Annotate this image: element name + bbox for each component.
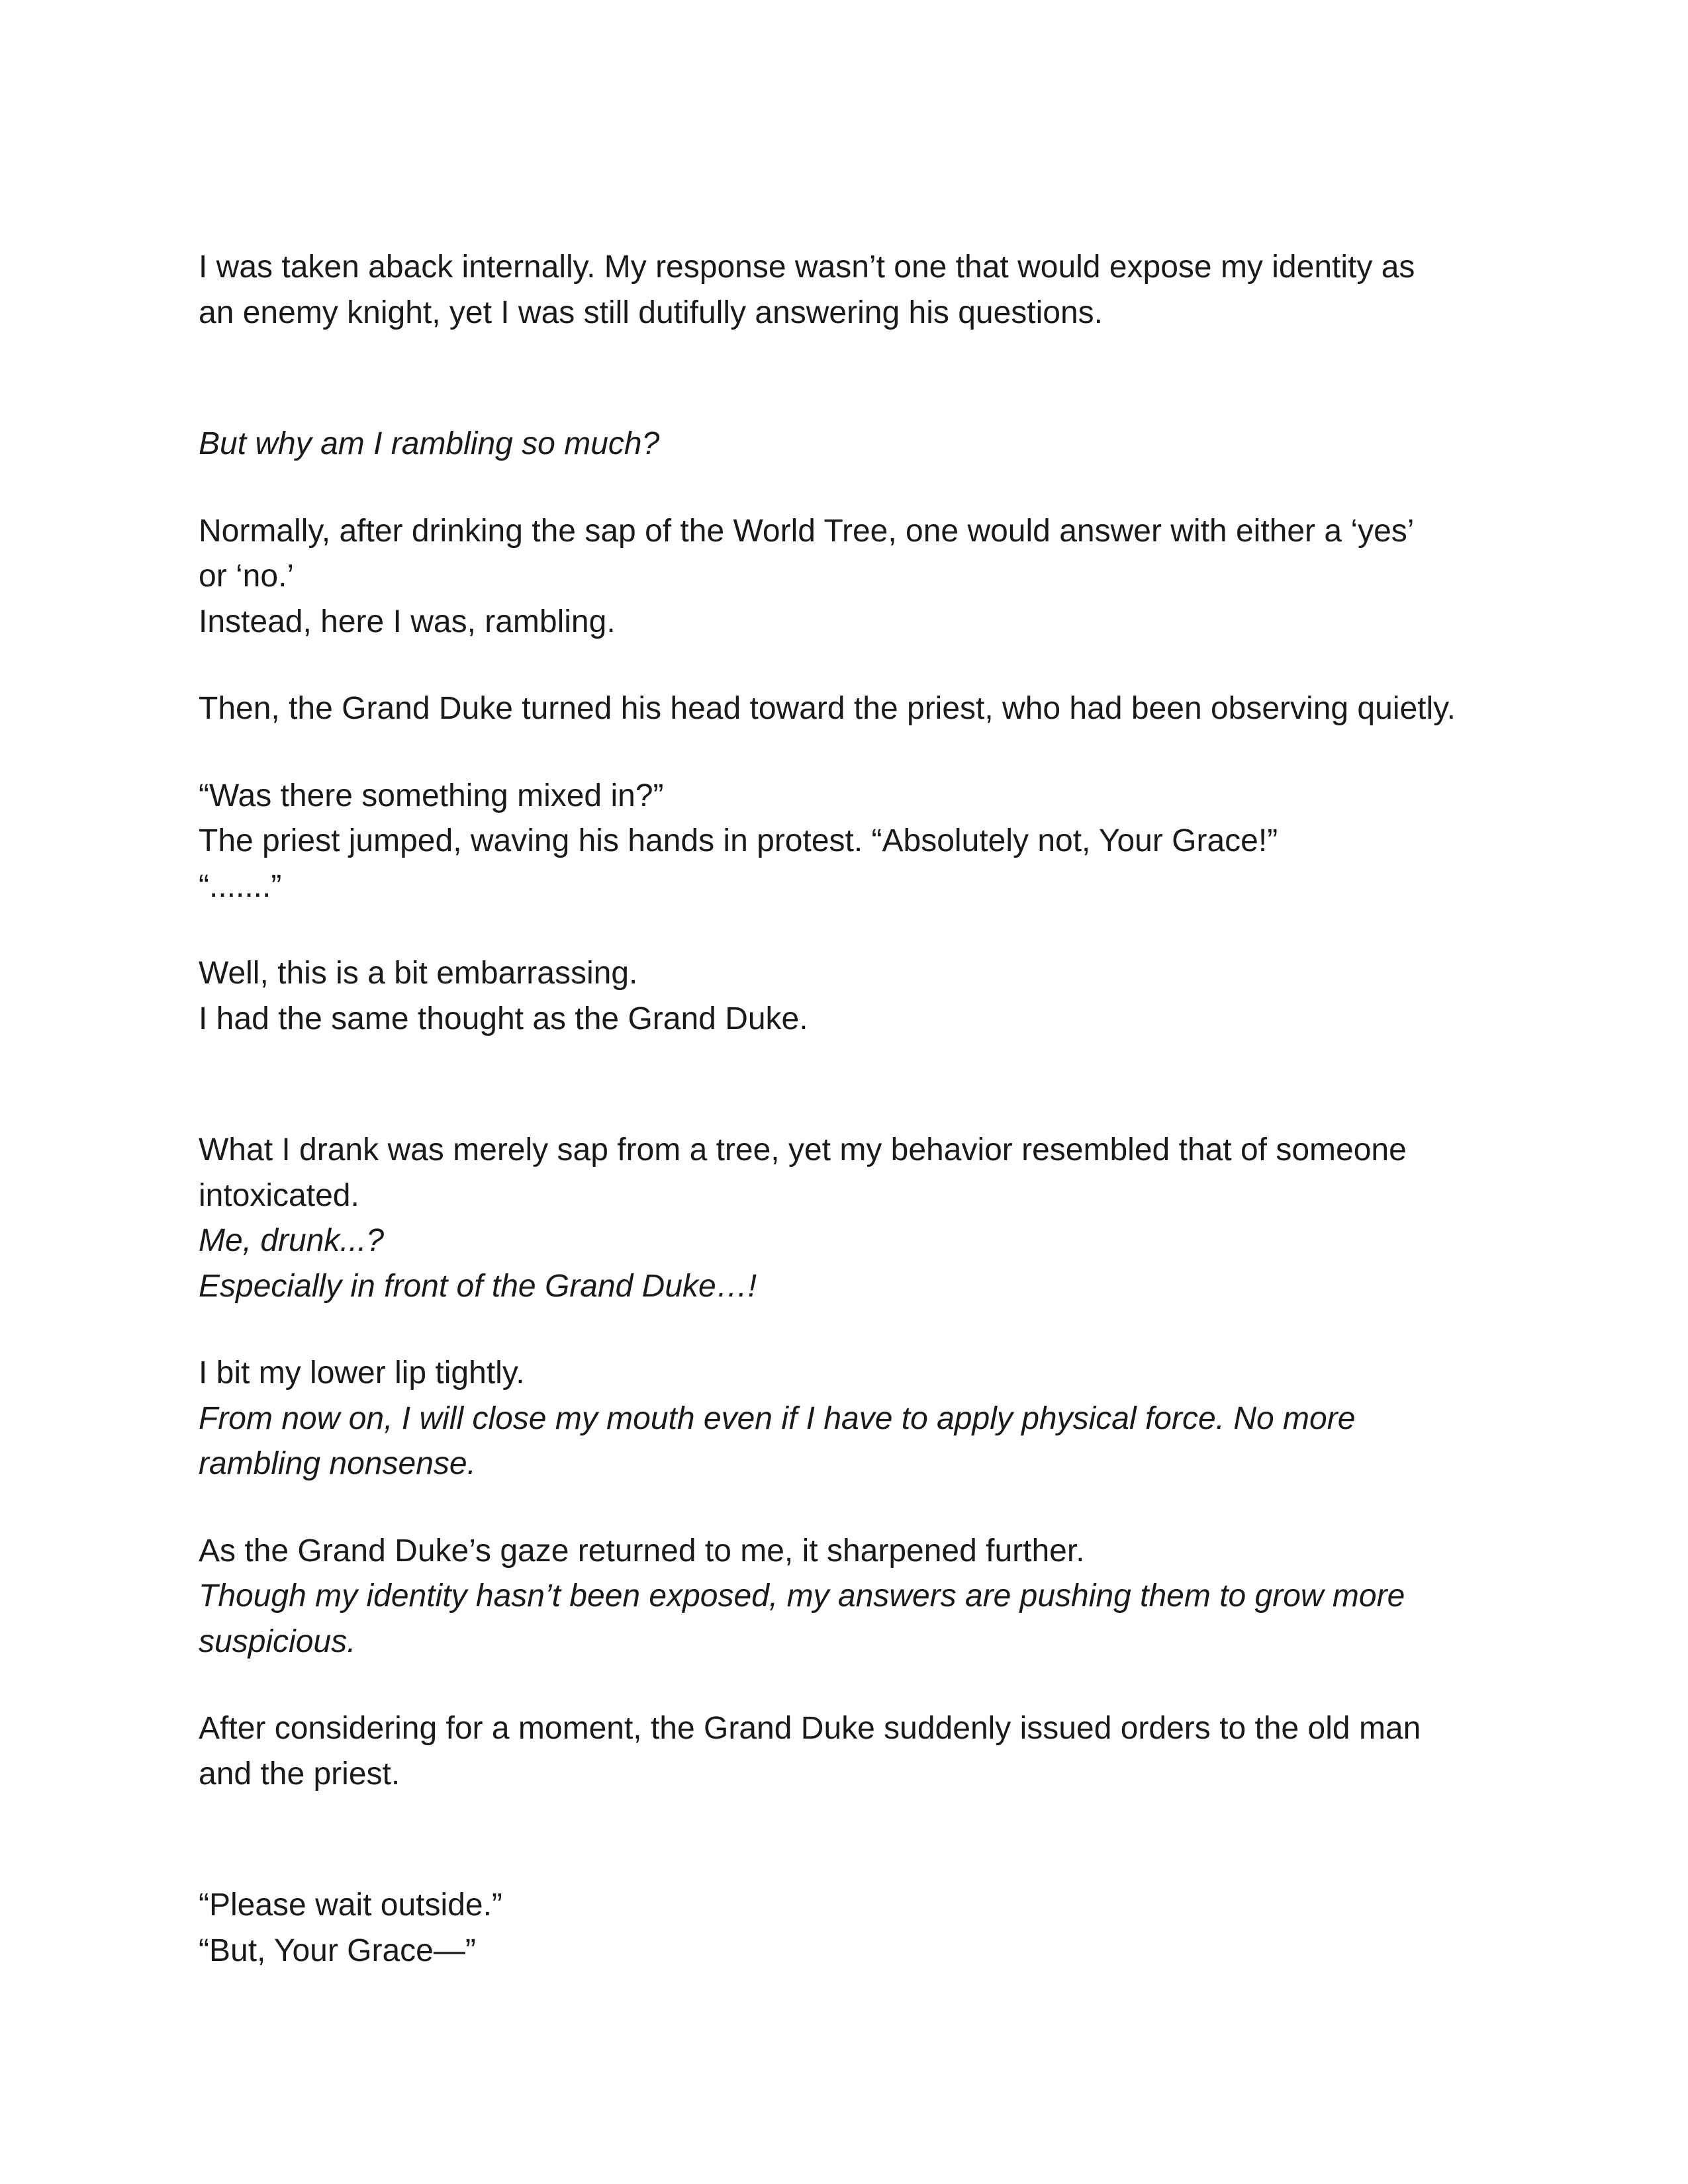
text-line: or ‘no.’ [199, 559, 295, 594]
spacer [199, 1664, 1496, 1706]
italic-thought-line: From now on, I will close my mouth even if I have to apply physical force. No more [199, 1400, 1356, 1436]
paragraph [199, 422, 1496, 467]
text-line: The priest jumped, waving his hands in protest. “Absolutely not, Your Grace!” [199, 823, 1278, 858]
spacer [199, 909, 1496, 951]
spacer [199, 336, 1496, 422]
paragraph [199, 774, 1496, 910]
italic-thought-line: Though my identity hasn’t been exposed, my answers are pushing them to grow more [199, 1578, 1405, 1614]
paragraph [199, 1706, 1496, 1797]
paragraph [199, 686, 1496, 732]
paragraph [199, 245, 1496, 336]
dialogue-line: “.......” [199, 868, 282, 904]
text-line: I had the same thought as the Grand Duke. [199, 1001, 808, 1036]
italic-thought-line: rambling nonsense. [199, 1446, 476, 1481]
italic-thought-line: But why am I rambling so much? [199, 426, 660, 461]
text-line: I was taken aback internally. My response wasn’t one that would expose my identity as [199, 250, 1415, 285]
italic-thought-line: Me, drunk...? [199, 1223, 385, 1258]
paragraph [199, 1128, 1496, 1309]
text-line: Normally, after drinking the sap of the World Tree, one would answer with either a ‘yes’ [199, 513, 1415, 549]
text-line: and the priest. [199, 1756, 400, 1792]
italic-thought-line: suspicious. [199, 1623, 356, 1659]
dialogue-line: “But, Your Grace—” [199, 1933, 476, 1968]
text-line: After considering for a moment, the Grand Duke suddenly issued orders to the old man [199, 1711, 1421, 1746]
spacer [199, 1797, 1496, 1883]
text-line: Then, the Grand Duke turned his head toward the priest, who had been observing quietly. [199, 691, 1456, 726]
text-line: Well, this is a bit embarrassing. [199, 956, 638, 991]
italic-thought-line: Especially in front of the Grand Duke…! [199, 1268, 757, 1304]
document-page [199, 245, 1496, 1974]
spacer [199, 1042, 1496, 1128]
text-line: As the Grand Duke’s gaze returned to me, it sharpened further. [199, 1533, 1085, 1569]
dialogue-line: “Was there something mixed in?” [199, 778, 664, 813]
spacer [199, 732, 1496, 774]
dialogue-line: “Please wait outside.” [199, 1888, 502, 1923]
paragraph [199, 951, 1496, 1042]
text-line: Instead, here I was, rambling. [199, 604, 616, 639]
spacer [199, 1487, 1496, 1529]
spacer [199, 645, 1496, 686]
spacer [199, 467, 1496, 509]
paragraph [199, 1351, 1496, 1487]
text-line: I bit my lower lip tightly. [199, 1355, 525, 1390]
text-line: intoxicated. [199, 1177, 359, 1213]
paragraph [199, 1529, 1496, 1665]
paragraph [199, 509, 1496, 645]
paragraph [199, 1883, 1496, 1974]
spacer [199, 1309, 1496, 1351]
text-line: an enemy knight, yet I was still dutifully answering his questions. [199, 295, 1103, 330]
text-line: What I drank was merely sap from a tree, yet my behavior resembled that of someone [199, 1132, 1407, 1167]
